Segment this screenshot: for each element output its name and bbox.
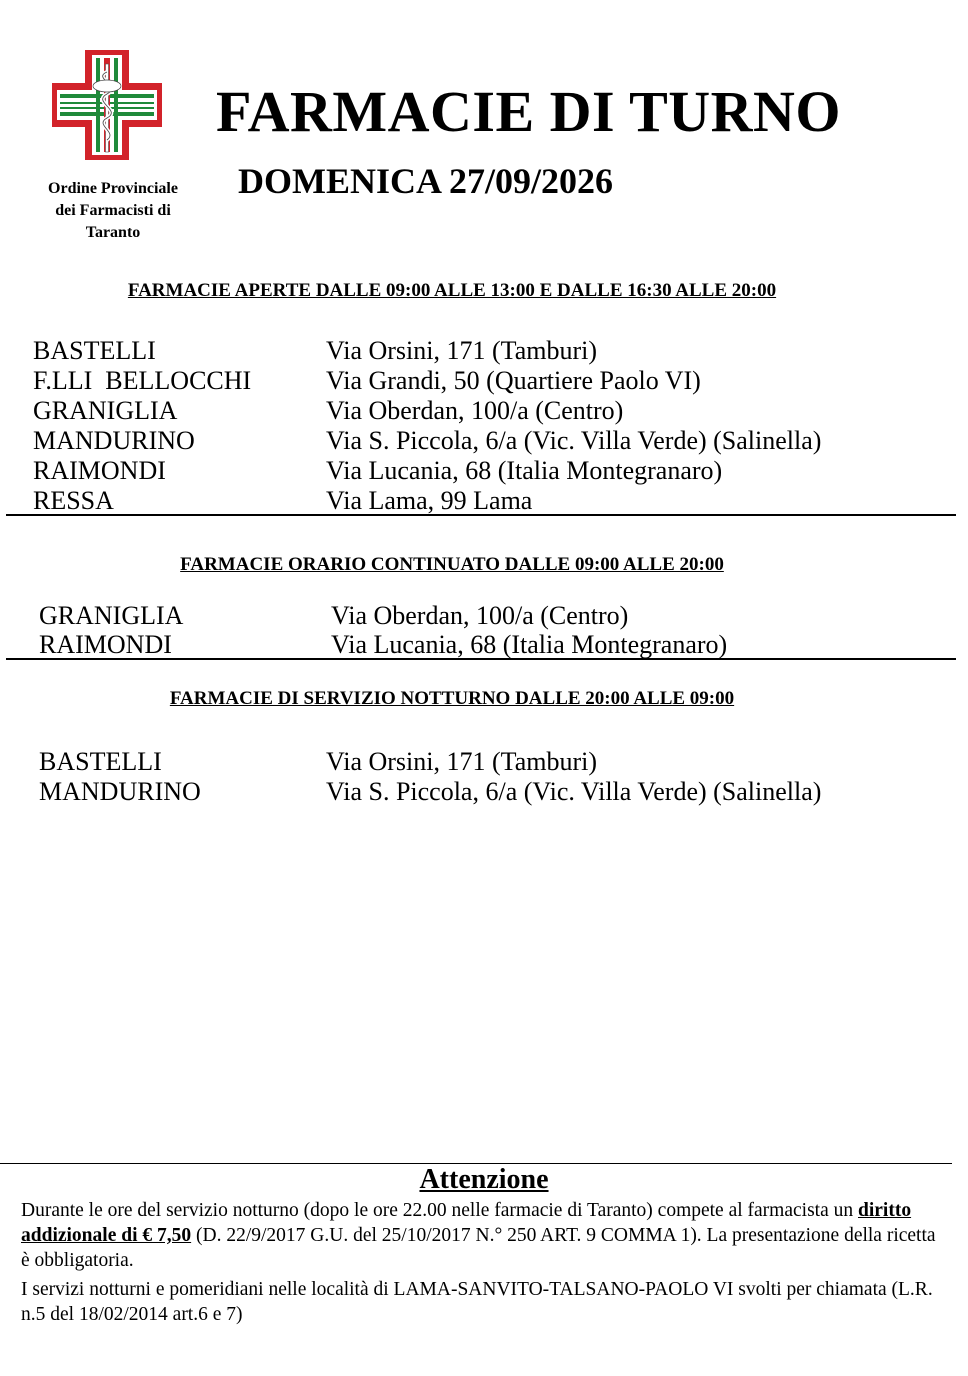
localities-notice: I servizi notturni e pomeridiani nelle località di LAMA-SANVITO-TALSANO-PAOLO VI svolti per chiamata (L.R. n.5 del 18/02/2014 art.6 e 7): [21, 1279, 933, 1325]
list-item: [33, 366, 933, 396]
list-item: [39, 777, 939, 807]
list-item: [33, 456, 933, 486]
list-item: [33, 486, 933, 516]
pharmacy-name: F.LLI BELLOCCHI: [33, 366, 252, 395]
organization-line: Taranto: [85, 224, 141, 241]
pharmacy-address: Via S. Piccola, 6/a (Vic. Villa Verde) (Salinella): [326, 426, 822, 455]
pharmacy-name: RAIMONDI: [39, 630, 172, 659]
pharmacy-name: MANDURINO: [33, 426, 195, 455]
section-divider: [6, 514, 956, 516]
pharmacy-address: Via Oberdan, 100/a (Centro): [326, 396, 624, 425]
notice-fee-highlight: diritto addizionale di € 7,50: [21, 1200, 912, 1246]
pharmacy-list-night: [39, 747, 939, 807]
pharmacy-name: MANDURINO: [39, 777, 201, 806]
pharmacy-address: Via Lucania, 68 (Italia Montegranaro): [326, 456, 723, 485]
pharmacy-address: Via Orsini, 171 (Tamburi): [326, 336, 598, 365]
pharmacy-address: Via Lucania, 68 (Italia Montegranaro): [331, 630, 728, 659]
list-item: [33, 396, 933, 426]
pharmacy-name: GRANIGLIA: [33, 396, 178, 425]
section-title-daytime: FARMACIE APERTE DALLE 09:00 ALLE 13:00 E DALLE 16:30 ALLE 20:00: [127, 280, 777, 301]
pharmacy-name: GRANIGLIA: [39, 601, 184, 630]
organization-name: [18, 178, 208, 244]
list-item: [39, 601, 939, 630]
night-fee-notice: [21, 1198, 949, 1273]
section-divider: [6, 658, 956, 660]
pharmacy-address: Via Lama, 99 Lama: [326, 486, 533, 515]
pharmacy-cross-caduceus-icon: [52, 50, 162, 160]
section-title-night: FARMACIE DI SERVIZIO NOTTURNO DALLE 20:00 ALLE 09:00: [169, 688, 735, 709]
page-title: FARMACIE DI TURNO: [216, 79, 842, 144]
notice-intro: Durante le ore del servizio notturno (dopo le ore 22.00 nelle farmacie di Taranto) compete al farmacista un: [21, 1200, 858, 1221]
list-item: [39, 747, 939, 777]
pharmacy-address: Via Oberdan, 100/a (Centro): [331, 601, 629, 630]
attention-title: Attenzione: [419, 1164, 549, 1195]
pharmacy-name: BASTELLI: [39, 747, 162, 776]
list-item: [39, 630, 939, 659]
notice-rest: (D. 22/9/2017 G.U. del 25/10/2017 N.° 250 ART. 9 COMMA 1). La presentazione della ricetta è obbligatoria.: [21, 1225, 936, 1271]
pharmacy-list-continuous: [39, 601, 939, 659]
pharmacy-name: BASTELLI: [33, 336, 156, 365]
pharmacy-address: Via S. Piccola, 6/a (Vic. Villa Verde) (Salinella): [326, 777, 822, 806]
page-date: DOMENICA 27/09/2026: [238, 161, 614, 201]
organization-line: dei Farmacisti di: [55, 202, 171, 219]
pharmacy-name: RESSA: [33, 486, 114, 515]
pharmacy-address: Via Orsini, 171 (Tamburi): [326, 747, 598, 776]
list-item: [33, 336, 933, 366]
pharmacy-name: RAIMONDI: [33, 456, 166, 485]
section-title-continuous: FARMACIE ORARIO CONTINUATO DALLE 09:00 ALLE 20:00: [180, 554, 724, 575]
list-item: [33, 426, 933, 456]
organization-line: Ordine Provinciale: [48, 180, 178, 197]
pharmacy-address: Via Grandi, 50 (Quartiere Paolo VI): [326, 366, 701, 395]
pharmacy-list-daytime: [33, 336, 933, 516]
